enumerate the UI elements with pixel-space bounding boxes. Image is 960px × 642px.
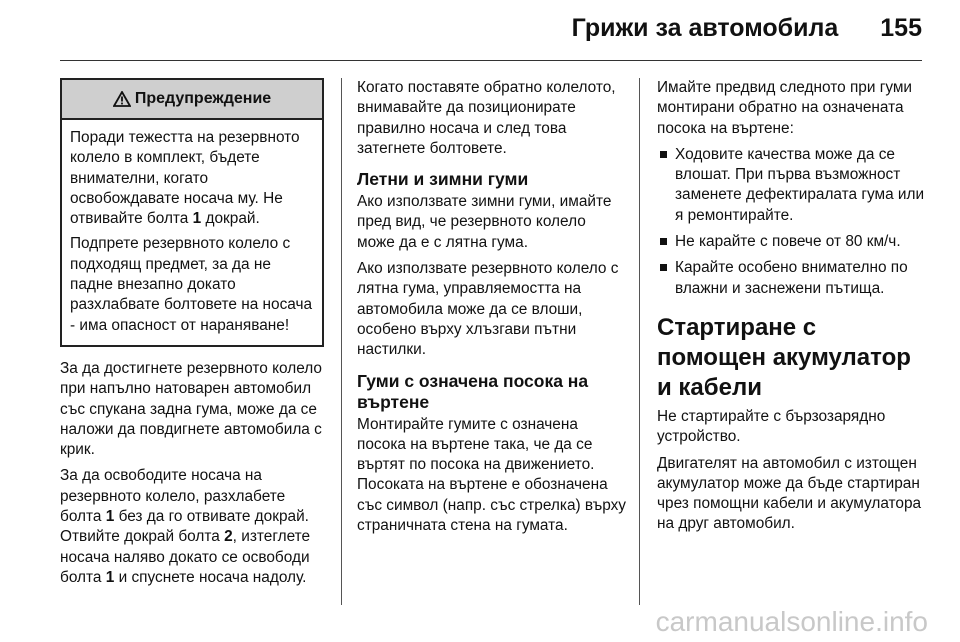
section-heading: Гуми с означена посока на въртене (357, 370, 589, 412)
body-paragraph: Монтирайте гумите с означена посока на въртене така, че да се въртят по посока на движението. Посоката на въртене е обозначена със символ (напр. със стрелка) върху страничната стена на гумата. (357, 415, 626, 535)
warning-header (62, 80, 322, 120)
header-rule (60, 60, 922, 61)
warning-paragraph: Подпрете резервното колело с подходящ предмет, за да не падне внезапно докато разхлабвате болтовете на носача - има опасност от нараняване! (70, 235, 313, 334)
body-paragraph: Ако използвате резервното колело с лятна гума, управляемостта на автомобила може да се влоши, особено върху хлъзгави пътни настилки. (357, 260, 619, 359)
page-number: 155 (880, 14, 922, 42)
body-paragraph: Не стартирайте с бързозарядно устройство. (657, 407, 886, 446)
bullet-icon (660, 238, 667, 245)
warning-body (62, 120, 322, 345)
bullet-list (657, 145, 927, 299)
bullet-icon (660, 151, 667, 158)
column-3 (657, 78, 927, 541)
body-paragraph: Ако използвате зимни гуми, имайте пред вид, че резервното колело може да е с лятна гума. (357, 193, 612, 251)
list-item: Не карайте с повече от 80 км/ч. (657, 232, 927, 252)
warning-box (60, 78, 324, 347)
warning-paragraph: Поради тежестта на резервното колело в комплект, бъдете внимателни, когато освобождавате носача му. Не отвивайте болта 1 докрай. (70, 129, 300, 228)
column-2 (357, 78, 627, 542)
body-paragraph: Имайте предвид следното при гуми монтирани обратно на означената посока на въртене: (657, 79, 913, 137)
column-divider (341, 78, 342, 605)
column-1 (60, 78, 324, 594)
body-paragraph: Когато поставяте обратно колелото, внимавайте да позиционирате правилно носача и след това затегнете болтовете. (357, 79, 616, 157)
bullet-icon (660, 264, 667, 271)
body-paragraph: За да освободите носача на резервното колело, разхлабете болта 1 без да го отвивате докрай. Отвийте докрай болта 2, изтеглете носача наляво докато се освободи болта 1 и спуснете носача надолу. (60, 467, 311, 586)
section-heading: Стартиране с помощен акумулатор и кабели (657, 313, 911, 401)
body-paragraph: За да достигнете резервното колело при напълно натоварен автомобил със спукана задна гума, може да се наложи да повдигнете автомобила с крик. (60, 359, 322, 459)
watermark: carmanualsonline.info (655, 606, 928, 637)
column-divider (639, 78, 640, 605)
list-item: Ходовите качества може да се влошат. При първа възможност заменете дефектиралата гума или я ремонтирайте. (657, 145, 927, 226)
warning-triangle-icon (113, 91, 131, 107)
section-heading: Летни и зимни гуми (357, 169, 529, 190)
list-item: Карайте особено внимателно по влажни и заснежени пътища. (657, 258, 927, 299)
section-title: Грижи за автомобила (571, 14, 839, 42)
warning-title: Предупреждение (134, 89, 272, 107)
body-paragraph: Двигателят на автомобил с изтощен акумулатор може да бъде стартиран чрез помощни кабели и акумулатора на друг автомобил. (657, 454, 922, 533)
page-header (572, 14, 922, 43)
